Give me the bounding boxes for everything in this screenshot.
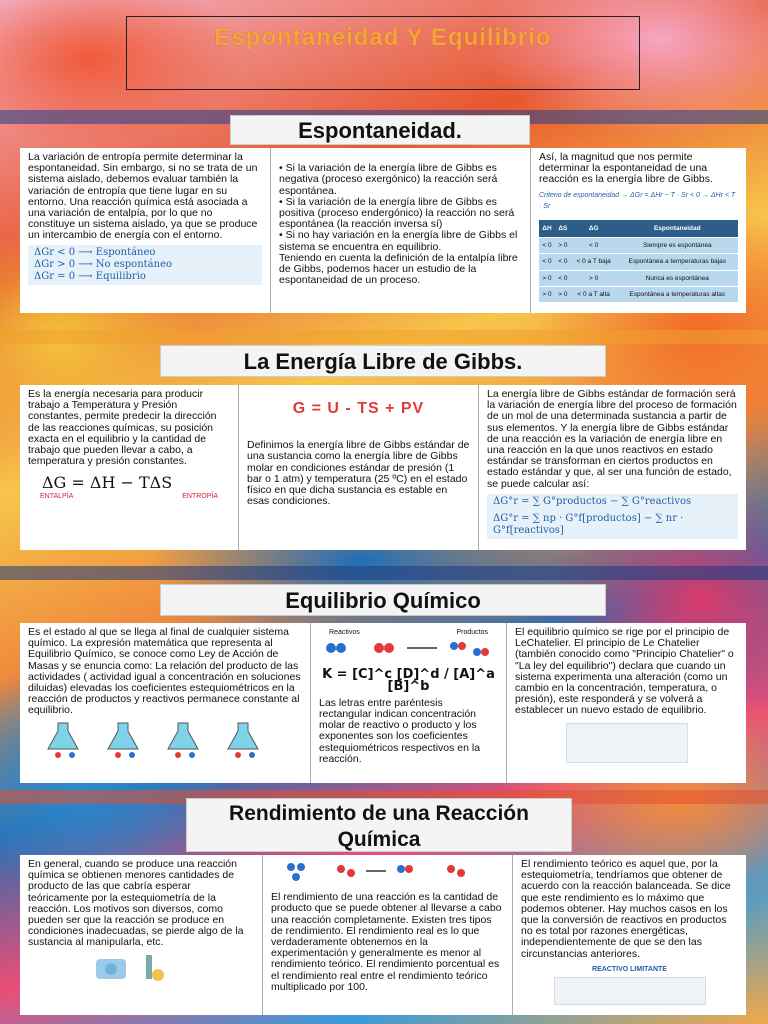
paragraph: Es el estado al que se llega al final de cualquier sistema químico. La expresión matemática que representa al Equilibrio Químico, se conoce como Ley de Acción de Masas y se enuncia como: La relación del producto de las actividades ( actividad igual a concentración en soluciones diluidas) elevadas los coeficientes estequiométricos en la reacción de productos y reactivos permanece constante al equilibrio. (28, 626, 301, 717)
lechatelier-illustration (566, 723, 688, 763)
equation: ΔGr > 0 ⟶ No espontáneo (34, 258, 173, 270)
productos-label: Productos (456, 629, 488, 636)
column (262, 855, 512, 1015)
table-cell: > 0 (539, 270, 555, 286)
paragraph: Definimos la energía libre de Gibbs estándar de una sustancia como la energía libre de Gibbs molar en condiciones estándar de presión (1 bar o 1 atm) y temperatura (25 ºC) en el estado físico en que dicha sustancia es estable en esas condiciones. (247, 439, 470, 508)
equation: ΔG°r = ∑ G°productos − ∑ G°reactivos (493, 495, 692, 507)
table-cell: < 0 (539, 238, 555, 254)
equation: ΔG°r = ∑ np · G°f[productos] − ∑ nr · G°f[reactivos] (493, 512, 684, 536)
table-cell: Nunca es espontánea (617, 270, 738, 286)
column (20, 855, 262, 1015)
flasks-illustration (28, 719, 298, 759)
column (310, 623, 506, 783)
table-cell: > 0 (539, 286, 555, 302)
paragraph: En general, cuando se produce una reacción química se obtienen menores cantidades de producto de las que cabría esperar teóricamente por la estequiometría de la reacción. Los motivos son diversos, como pueden ser que la reacción se produce en condiciones inadecuadas, se pierde algo de la sustancia al manipularla, etc. (28, 858, 244, 949)
table-cell: Siempre es espontánea (617, 238, 738, 254)
paragraph: Las letras entre paréntesis rectangular indican concentración molar de reactivo o producto y los exponentes son los coeficientes estequiométricos respectivos en la reacción. (319, 696, 481, 765)
table-header: ΔS (555, 220, 571, 238)
paragraph: La energía libre de Gibbs estándar de formación será la variación de energía libre del proceso de formación de un mol de una determinada sustancia a partir de sus elementos. Y la energía libre de Gibbs estándar de una reacción es la variación de energía libre en una reacción en la que unos reactivos en estado estándar se transforman en ciertos productos en estado estándar y que, al ser una función de estado, se puede calcular así: (487, 388, 737, 490)
table-header: Espontaneidad (617, 220, 738, 238)
column (530, 148, 746, 313)
panel-gibbs (20, 385, 746, 550)
table-row (539, 286, 738, 302)
decor-stripe (0, 566, 768, 580)
column (478, 385, 746, 550)
paragraph: El equilibrio químico se rige por el principio de LeChatelier. El principio de Le Chatelier (también conocido como "Principio Chatelier" o "La ley del equilibrio") declara que cuando un sistema experimenta una alteración (como un cambio en la concentración, temperatura, o presión), este responderá y se volverá a establecer un nuevo estado de equilibrio. (515, 626, 734, 717)
gibbs-diagram-annotations (247, 414, 470, 440)
reaction-molecules-illustration (319, 638, 499, 662)
paragraph: El rendimiento teórico es aquel que, por la estequiometría, tendríamos que obtener de acuerdo con la reacción balanceada. Se dice que este rendimiento es lo máximo que podemos obtener. Hay muchos casos en los que la conversión de reactivos en productos no es total por razones energéticas, independientemente de que se den las circunstancias anteriores. (521, 858, 731, 960)
section-heading-gibbs: La Energía Libre de Gibbs. (160, 345, 606, 377)
table-row (539, 270, 738, 286)
section-heading-espontaneidad: Espontaneidad. (230, 115, 530, 145)
table-cell: < 0 (555, 270, 571, 286)
table-row (539, 254, 738, 270)
table-cell: < 0 (555, 254, 571, 270)
table-cell: Espontánea a temperaturas bajas (617, 254, 738, 270)
yield-molecules-illustration (271, 859, 491, 889)
column (20, 148, 270, 313)
paragraph: La variación de entropía permite determinar la espontaneidad. Sin embargo, si no se trata de un sistema aislado, debemos evaluar también la variación de entropía que tiene lugar en su entorno. Una reacción química está asociada a una variación de entalpía, por lo que no constituye un sistema aislado, ya que se produce un intercambio de energía con el entorno. (28, 151, 258, 242)
paragraph: • Si la variación de la energía libre de Gibbs es negativa (proceso exergónico) la reacción será espontánea. • Si la variación de la energía libre de Gibbs es positiva (proceso endergónico) la reacción no será espontánea (la reacción inversa sí) • Si no hay variación en la energía libre de Gibbs el sistema se encuentra en equilibrio. Teniendo en cuenta la definición de la entalpía libre de Gibbs, podemos hacer un estudio de la espontaneidad de un proceso. (279, 162, 518, 287)
panel-equilibrio (20, 623, 746, 783)
paragraph: El rendimiento de una reacción es la cantidad de producto que se puede obtener al llevarse a cabo una reacción completamente. Existen tres tipos de rendimiento. El rendimiento real es lo que verdaderamente obtenemos en la experimentación y generalmente es menor al rendimiento teórico. El rendimiento porcentual es el rendimiento real entre el rendimiento teórico multiplicado por 100. (271, 891, 502, 993)
column (512, 855, 746, 1015)
criterio-caption: Criterio de espontaneidad → ΔGr = ΔHr − T · Sr < 0 → ΔHr < T · Sr (539, 191, 736, 210)
entalpia-label: ENTALPÍA (40, 492, 74, 500)
paragraph: Así, la magnitud que nos permite determinar la espontaneidad de una reacción es la energía libre de Gibbs. (539, 151, 713, 186)
table-cell: Espontánea a temperaturas altas (617, 286, 738, 302)
lab-equipment-illustration (88, 953, 188, 983)
table-cell: < 0 a T baja (571, 254, 617, 270)
column (238, 385, 478, 550)
gibbs-equation: G = U - TS + PV (292, 400, 425, 417)
equation-box (28, 245, 262, 285)
table-row (539, 238, 738, 254)
gibbs-formula: ΔG = ΔH − TΔS (42, 473, 173, 493)
paragraph: Es la energía necesaria para producir trabajo a Temperatura y Presión constantes, permite predecir la dirección de las reacciones químicas, su posición exacta en el equilibrio y la cantidad de trabajo que pueden llevar a cabo, a temperatura y presión constantes. (28, 388, 217, 468)
table-cell: > 0 (555, 286, 571, 302)
table-cell: > 0 (571, 270, 617, 286)
table-header: ΔG (571, 220, 617, 238)
table-cell: < 0 a T alta (571, 286, 617, 302)
reactivos-label: Reactivos (329, 629, 360, 636)
panel-espontaneidad (20, 148, 746, 313)
espontaneidad-table (539, 220, 738, 302)
equation: ΔGr = 0 ⟶ Equilibrio (34, 270, 146, 282)
reactivo-limitante-label: REACTIVO LIMITANTE (592, 965, 667, 973)
section-heading-equilibrio: Equilibrio Químico (160, 584, 606, 616)
table-cell: > 0 (555, 238, 571, 254)
equilibrium-constant: K = [C]^c [D]^d / [A]^a [B]^b (322, 667, 495, 694)
reactivo-limitante-illustration (554, 977, 706, 1005)
column (270, 148, 530, 313)
table-header: ΔH (539, 220, 555, 238)
equation-box (487, 494, 738, 539)
panel-rendimiento (20, 855, 746, 1015)
decor-stripe (0, 330, 768, 344)
entropia-label: ENTROPÍA (182, 492, 218, 500)
table-cell: < 0 (539, 254, 555, 270)
column (20, 623, 310, 783)
column (506, 623, 746, 783)
column (20, 385, 238, 550)
equation: ΔGr < 0 ⟶ Espontáneo (34, 246, 156, 258)
table-cell: < 0 (571, 238, 617, 254)
section-heading-rendimiento: Rendimiento de una Reacción Química (186, 798, 572, 852)
page-title: Espontaneidad Y Equilibrio (126, 16, 640, 90)
